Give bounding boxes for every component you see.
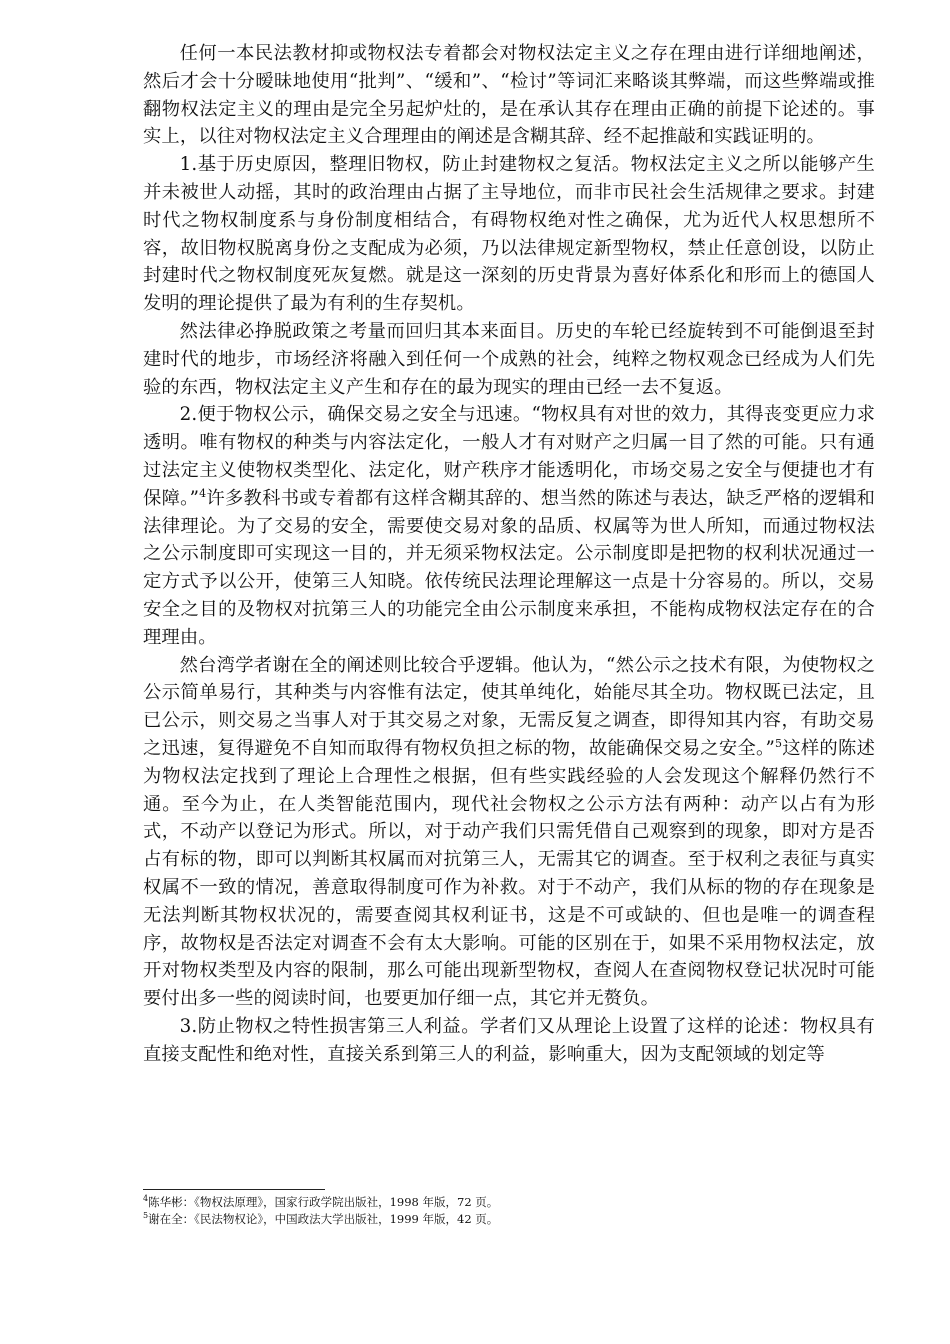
footnote-4 <box>143 1194 875 1211</box>
point-2-commentary: 许多教科书或专着都有这样含糊其辞的、想当然的陈述与表达，缺乏严格的逻辑和法律理论。为了交易的安全，需要使交易对象的品质、权属等为世人所知，而通过物权法之公示制度即可实现这一目的，并无须采物权法定。公示制度即是把物的权利状况通过一定方式予以公开，使第三人知晓。依传统民法理论理解这一点是十分容易的。所以，交易安全之目的及物权对抗第三人的功能完全由公示制度来承担，不能构成物权法定存在的合理理由。 <box>143 487 875 648</box>
point-2b-quote: 然台湾学者谢在全的阐述则比较合乎逻辑。他认为，“然公示之技术有限，为使物权之公示简单易行，其种类与内容惟有法定，使其单纯化，始能尽其全功。物权既已法定，且已公示，则交易之当事人对于其交易之对象，无需反复之调查，即得知其内容，有助交易之迅速，复得避免不自知而取得有物权负担之标的物，故能确保交易之安全。” <box>143 654 875 759</box>
document-body <box>143 40 875 1068</box>
footnote-4-text: 陈华彬：《物权法原理》，国家行政学院出版社，1998 年版，72 页。 <box>148 1195 499 1209</box>
footnotes <box>143 1194 875 1228</box>
paragraph-point-2 <box>143 401 875 651</box>
footnote-ref-5[interactable]: 5 <box>774 736 783 750</box>
footnote-separator <box>143 1189 325 1190</box>
paragraph-intro: 任何一本民法教材抑或物权法专着都会对物权法定主义之存在理由进行详细地阐述，然后才会十分暧昧地使用“批判”、“缓和”、“检讨”等词汇来略谈其弊端，而这些弊端或推翻物权法定主义的理由是完全另起炉灶的，是在承认其存在理由正确的前提下论述的。事实上，以往对物权法定主义合理理由的阐述是含糊其辞、经不起推敲和实践证明的。 <box>143 43 875 148</box>
paragraph-point-2-continued <box>143 652 875 1013</box>
point-2-quote: 2.便于物权公示，确保交易之安全与迅速。“物权具有对世的效力，其得丧变更应力求透明。唯有物权的种类与内容法定化，一般人才有对财产之归属一目了然的可能。只有通过法定主义使物权类型化、法定化，财产秩序才能透明化，市场交易之安全与便捷也才有保障。” <box>143 404 875 509</box>
paragraph-point-1: 1.基于历史原因，整理旧物权，防止封建物权之复活。物权法定主义之所以能够产生并未被世人动摇，其时的政治理由占据了主导地位，而非市民社会生活规律之要求。封建时代之物权制度系与身份制度相结合，有碍物权绝对性之确保，尤为近代人权思想所不容，故旧物权脱离身份之支配成为必须，乃以法律规定新型物权，禁止任意创设，以防止封建时代之物权制度死灰复燃。就是这一深刻的历史背景为喜好体系化和形而上的德国人发明的理论提供了最为有利的生存契机。 <box>143 154 875 315</box>
footnote-4-number: 4 <box>143 1194 149 1204</box>
footnote-5-text: 谢在全：《民法物权论》，中国政法大学出版社，1999 年版，42 页。 <box>148 1212 499 1226</box>
paragraph-point-3: 3.防止物权之特性损害第三人利益。学者们又从理论上设置了这样的论述：物权具有直接支配性和绝对性，直接关系到第三人的利益，影响重大，因为支配领域的划定等 <box>143 1015 875 1065</box>
footnote-ref-4[interactable]: 4 <box>199 486 207 500</box>
footnote-5 <box>143 1211 875 1228</box>
footnote-5-number: 5 <box>143 1211 149 1221</box>
point-2b-commentary: 这样的陈述为物权法定找到了理论上合理性之根据，但有些实践经验的人会发现这个解释仍然行不通。至今为止，在人类智能范围内，现代社会物权之公示方法有两种：动产以占有为形式，不动产以登记为形式。所以，对于动产我们只需凭借自己观察到的现象，即对方是否占有标的物，即可以判断其权属而对抗第三人，无需其它的调查。至于权利之表征与真实权属不一致的情况，善意取得制度可作为补救。对于不动产，我们从标的物的存在现象是无法判断其物权状况的，需要查阅其权利证书，这是不可或缺的、但也是唯一的调查程序，故物权是否法定对调查不会有太大影响。可能的区别在于，如果不采用物权法定，放开对物权类型及内容的限制，那么可能出现新型物权，查阅人在查阅物权登记状况时可能要付出多一些的阅读时间，也要更加仔细一点，其它并无赘负。 <box>143 737 876 1010</box>
paragraph-point-1-continued: 然法律必挣脱政策之考量而回归其本来面目。历史的车轮已经旋转到不可能倒退至封建时代的地步，市场经济将融入到任何一个成熟的社会，纯粹之物权观念已经成为人们先验的东西，物权法定主义产生和存在的最为现实的理由已经一去不复返。 <box>143 320 875 398</box>
